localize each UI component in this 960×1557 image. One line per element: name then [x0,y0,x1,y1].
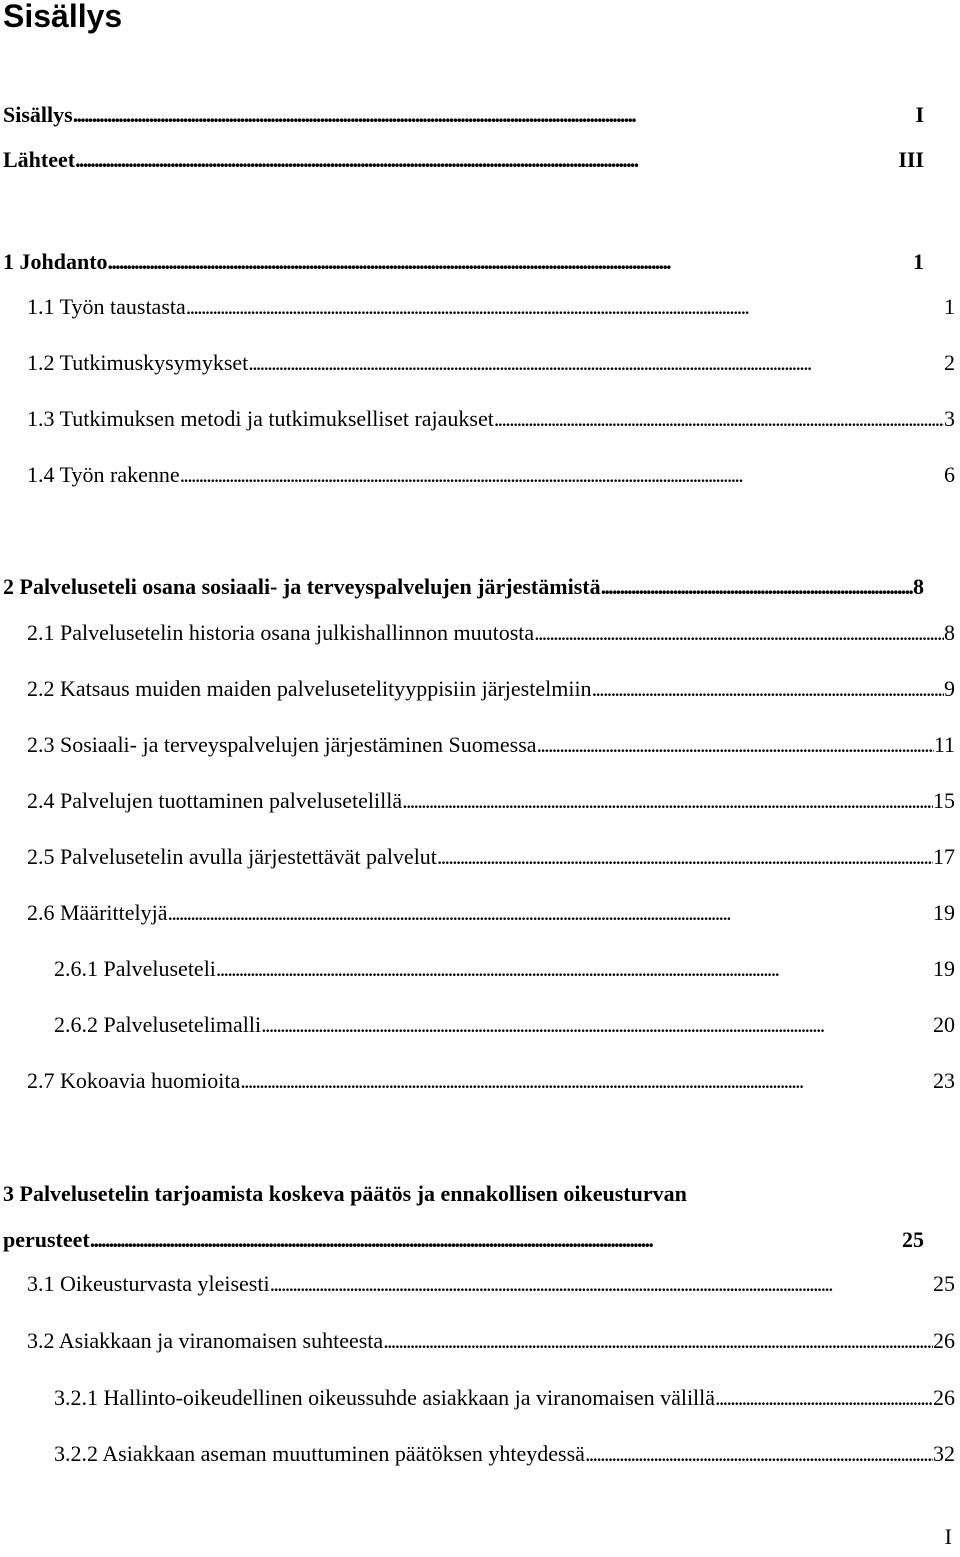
page-title: Sisällys [3,0,123,34]
toc-leader-dots [168,899,933,927]
toc-leader-dots [601,573,913,601]
toc-entry-1-3[interactable] [27,405,955,433]
toc-entry-page: 26 [933,1328,955,1353]
toc-entry-page: 32 [933,1441,955,1466]
toc-leader-dots [186,293,944,321]
toc-entry-2-2[interactable] [27,675,955,703]
toc-entry-label: 2.2 Katsaus muiden maiden palvelusetelityyppisiin järjestelmiin [27,676,592,701]
toc-entry-2-6-1[interactable] [54,955,955,983]
toc-entry-label: 2.4 Palvelujen tuottaminen palvelusetelillä [27,788,403,813]
toc-leader-dots [383,1327,933,1355]
toc-entry-label: 3.2.2 Asiakkaan aseman muuttuminen päätöksen yhteydessä [54,1441,585,1466]
toc-entry-label: 2.5 Palvelusetelin avulla järjestettävät palvelut [27,844,437,869]
toc-entry-2-1[interactable] [27,619,955,647]
toc-leader-dots [108,248,913,276]
toc-entry-2-6[interactable] [27,899,955,927]
toc-leader-dots [240,1067,933,1095]
toc-entry-3-2-1[interactable] [54,1384,955,1412]
toc-entry-page: 1 [913,249,924,274]
toc-entry-page: 25 [933,1271,955,1296]
toc-leader-dots [592,675,944,703]
toc-entry-label: 3.1 Oikeusturvasta yleisesti [27,1271,270,1296]
toc-entry-1-1[interactable] [27,293,955,321]
toc-entry-3-1[interactable] [27,1270,955,1298]
toc-entry-page: III [898,147,924,172]
toc-entry-page: 19 [933,900,955,925]
toc-entry-1-2[interactable] [27,349,955,377]
toc-entry-page: I [915,102,924,127]
toc-entry-page: 8 [944,620,955,645]
toc-entry-page: 26 [933,1385,955,1410]
toc-entry-label: 1.3 Tutkimuksen metodi ja tutkimukselliset rajaukset [27,406,494,431]
toc-entry-lahteet[interactable] [3,146,924,174]
toc-entry-1[interactable] [3,248,924,276]
toc-leader-dots [75,146,898,174]
toc-entry-page: 20 [933,1012,955,1037]
toc-entry-label: 2.6 Määrittelyjä [27,900,168,925]
toc-entry-page: 3 [944,406,955,431]
toc-entry-sisallys[interactable] [3,101,924,129]
toc-entry-page: 6 [944,462,955,487]
toc-entry-2-5[interactable] [27,843,955,871]
toc-entry-label: 1.4 Työn rakenne [27,462,180,487]
toc-entry-page: 9 [944,676,955,701]
toc-entry-label: 3.2.1 Hallinto-oikeudellinen oikeussuhde asiakkaan ja viranomaisen välillä [54,1385,716,1410]
toc-entry-3[interactable] [3,1226,924,1254]
toc-entry-label: Sisällys [3,102,73,127]
toc-entry-2-6-2[interactable] [54,1011,955,1039]
toc-entry-label: 1 Johdanto [3,249,108,274]
toc-entry-page: 11 [933,732,955,757]
toc-leader-dots [216,955,933,983]
toc-entry-1-4[interactable] [27,461,955,489]
toc-entry-page: 23 [933,1068,955,1093]
toc-entry-page: 17 [933,844,955,869]
toc-entry-label: 3.2 Asiakkaan ja viranomaisen suhteesta [27,1328,384,1353]
page-number: I [944,1524,952,1549]
toc-entry-2-4[interactable] [27,787,955,815]
toc-entry-label: 2.6.1 Palveluseteli [54,956,216,981]
toc-entry-3-2[interactable] [27,1327,955,1355]
toc-entry-label: 2.1 Palvelusetelin historia osana julkishallinnon muutosta [27,620,535,645]
toc-leader-dots [261,1011,933,1039]
toc-entry-label: 2 Palveluseteli osana sosiaali- ja terveyspalvelujen järjestämistä [3,574,601,599]
toc-leader-dots [715,1384,933,1412]
toc-leader-dots [494,405,944,433]
toc-leader-dots [73,101,916,129]
toc-entry-page: 1 [944,294,955,319]
toc-entry-label: 2.3 Sosiaali- ja terveyspalvelujen järjestäminen Suomessa [27,732,537,757]
toc-entry-page: 2 [944,350,955,375]
toc-leader-dots [248,349,944,377]
toc-entry-3-2-2[interactable] [54,1440,955,1468]
toc-entry-page: 8 [913,574,924,599]
toc-entry-label: 2.7 Kokoavia huomioita [27,1068,241,1093]
toc-entry-label: perusteet [3,1227,90,1252]
toc-entry-2[interactable] [3,573,924,601]
toc-leader-dots [537,731,934,759]
toc-entry-2-3[interactable] [27,731,955,759]
toc-leader-dots [402,787,933,815]
toc-entry-2-7[interactable] [27,1067,955,1095]
toc-leader-dots [270,1270,933,1298]
toc-entry-label: Lähteet [3,147,76,172]
toc-entry-label: 2.6.2 Palvelusetelimalli [54,1012,262,1037]
toc-entry-label: 1.2 Tutkimuskysymykset [27,350,249,375]
toc-leader-dots [180,461,944,489]
toc-entry-page: 19 [933,956,955,981]
toc-leader-dots [534,619,944,647]
toc-entry-page: 15 [933,788,955,813]
toc-entry-page: 25 [902,1227,924,1252]
toc-entry-3-first-line[interactable]: 3 Palvelusetelin tarjoamista koskeva päätös ja ennakollisen oikeusturvan [3,1181,687,1206]
toc-entry-label: 1.1 Työn taustasta [27,294,186,319]
toc-leader-dots [585,1440,933,1468]
toc-leader-dots [437,843,933,871]
toc-leader-dots [90,1226,902,1254]
